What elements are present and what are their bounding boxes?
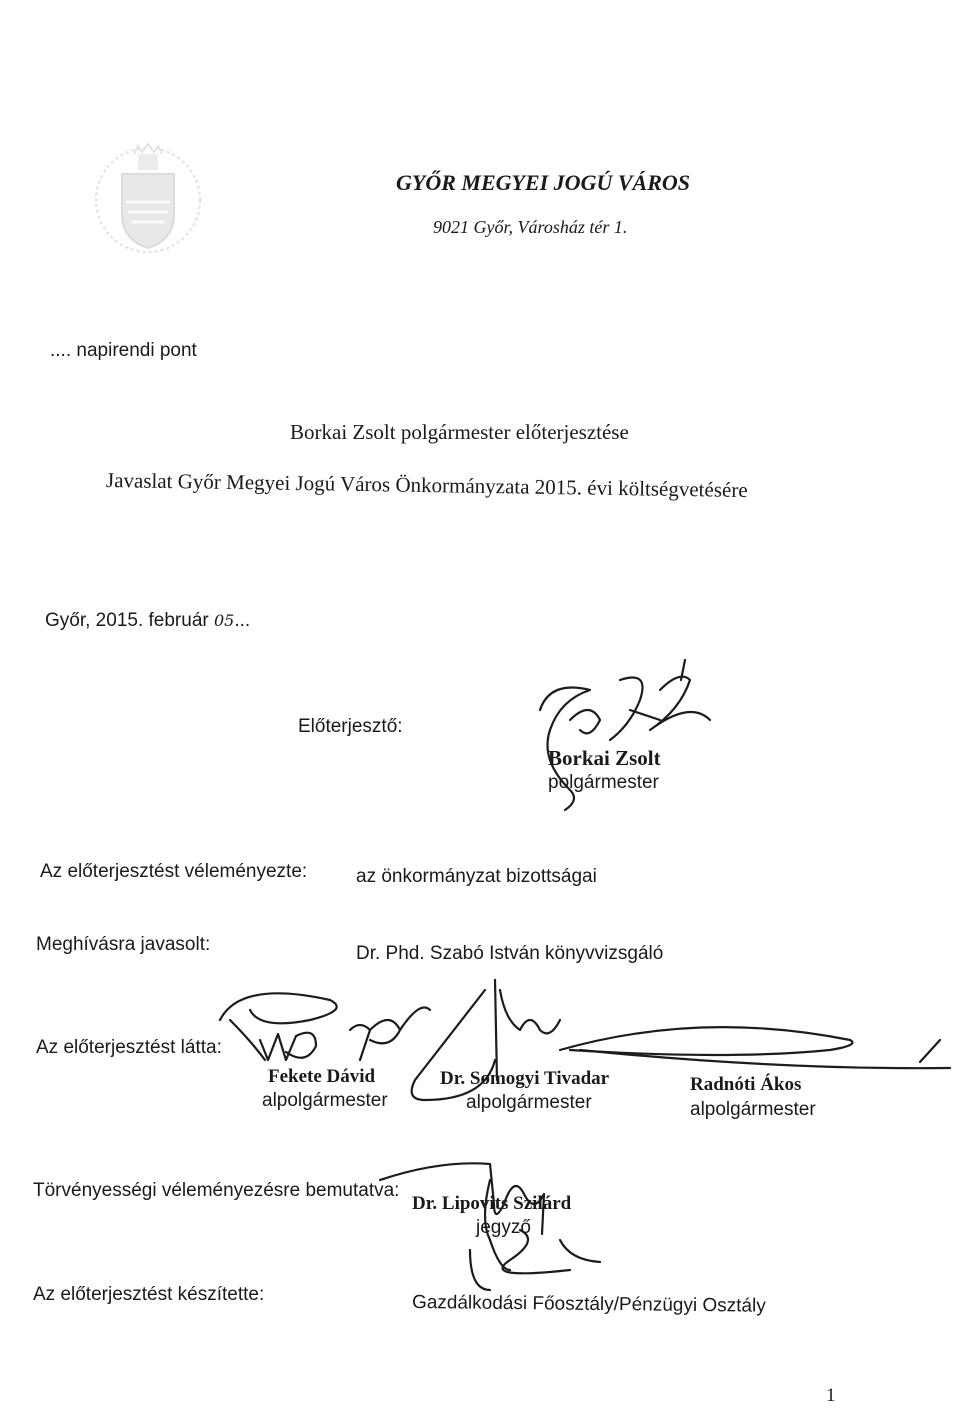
presenter-name: Borkai Zsolt xyxy=(548,746,661,770)
notary-signature xyxy=(380,1140,620,1300)
deputy-mayor-2-role: alpolgármester xyxy=(466,1092,592,1113)
coat-of-arms-seal xyxy=(92,140,204,262)
proposal-title: Borkai Zsolt polgármester előterjesztése xyxy=(290,420,629,444)
invited-value: Dr. Phd. Szabó István könyvvizsgáló xyxy=(356,943,664,964)
deputy-mayor-signatures xyxy=(200,960,960,1120)
notary-name: Dr. Lipovits Szilárd xyxy=(412,1193,572,1214)
prepared-label: Az előterjesztést készítette: xyxy=(33,1284,265,1305)
notary-role: jegyző xyxy=(476,1217,531,1238)
date-suffix: ... xyxy=(234,610,251,631)
invited-label: Meghívásra javasolt: xyxy=(36,934,211,955)
deputy-mayor-2-name: Dr. Somogyi Tivadar xyxy=(440,1068,610,1089)
proposal-subject: Javaslat Győr Megyei Jogú Város Önkormányzata 2015. évi költségvetésére xyxy=(105,468,748,503)
deputy-mayor-3-role: alpolgármester xyxy=(690,1099,816,1120)
prepared-value: Gazdálkodási Főosztály/Pénzügyi Osztály xyxy=(411,1292,766,1317)
legal-review-label: Törvényességi véleményezésre bemutatva: xyxy=(33,1180,400,1201)
reviewed-label: Az előterjesztést véleményezte: xyxy=(40,861,308,882)
date-day-handwritten: 05 xyxy=(214,611,235,630)
presenter-signature xyxy=(500,660,720,820)
deputy-mayor-1-name: Fekete Dávid xyxy=(268,1066,376,1087)
presenter-label: Előterjesztő: xyxy=(298,716,403,737)
agenda-item-line: .... napirendi pont xyxy=(50,340,197,361)
deputy-mayor-3-name: Radnóti Ákos xyxy=(690,1074,802,1095)
date-prefix: Győr, 2015. február xyxy=(45,610,209,631)
date-line xyxy=(45,610,250,632)
seen-label: Az előterjesztést látta: xyxy=(36,1037,222,1058)
presenter-role: polgármester xyxy=(548,772,659,793)
city-address: 9021 Győr, Városház tér 1. xyxy=(433,217,628,237)
deputy-mayor-1-role: alpolgármester xyxy=(262,1090,388,1111)
reviewed-value: az önkormányzat bizottságai xyxy=(356,866,597,887)
page-number: 1 xyxy=(826,1385,836,1406)
city-heading: GYŐR MEGYEI JOGÚ VÁROS xyxy=(396,170,690,195)
